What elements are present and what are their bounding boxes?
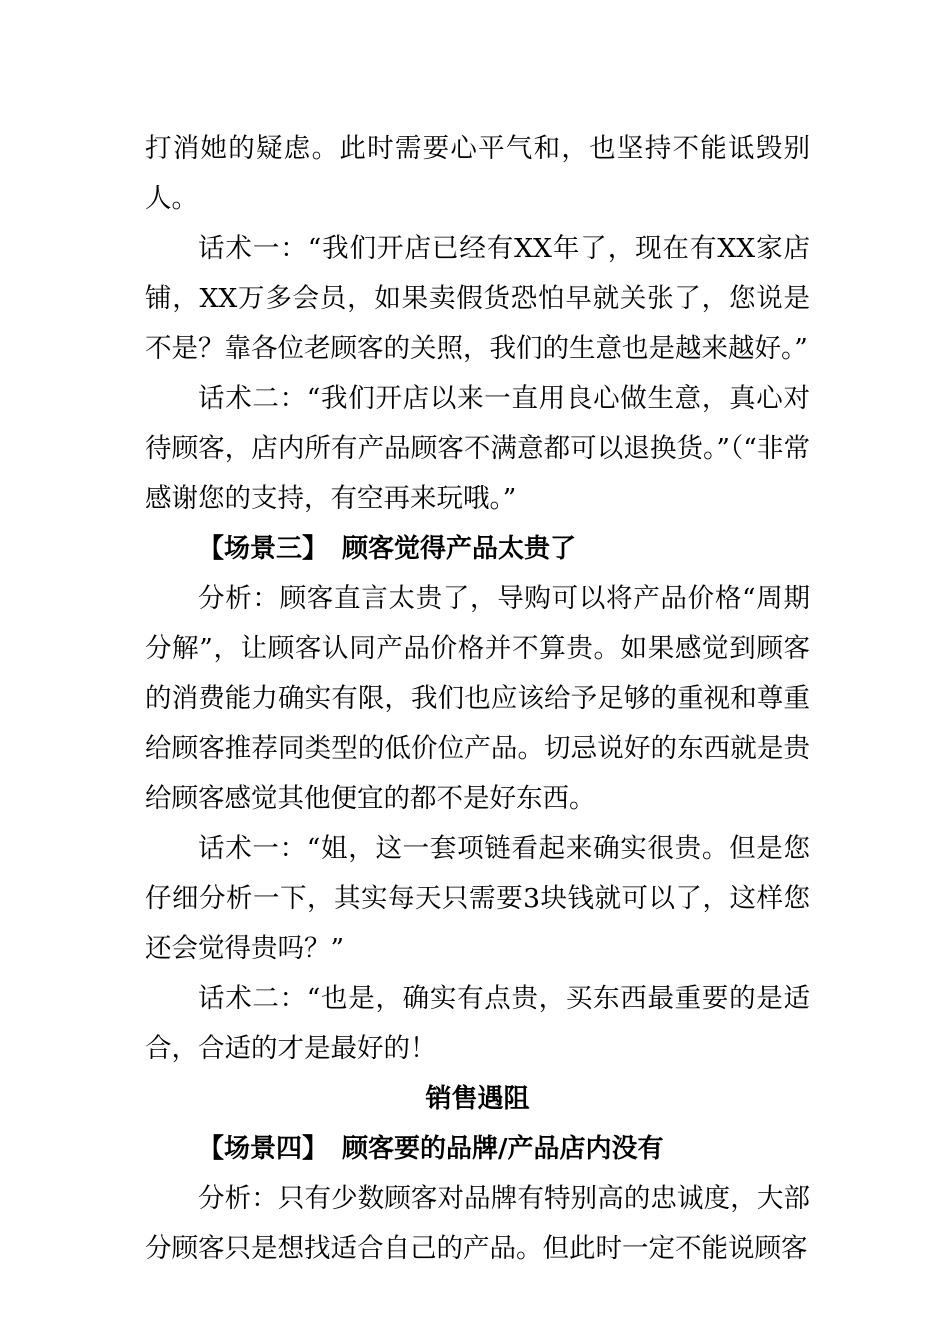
paragraph-script-3a: 话术一：“姐，这一套项链看起来确实很贵。但是您仔细分析一下，其实每天只需要3块钱就可以了，这样您还会觉得贵吗？” [145,833,810,964]
scene-4-tag: 【场景四】 [198,1134,329,1164]
paragraph-script-1: 话术一：“我们开店已经有XX年了，现在有XX家店铺，XX万多会员，如果卖假货恐怕早就关张了，您说是不是？靠各位老顾客的关照，我们的生意也是越来越好。” [145,233,810,364]
paragraph-analysis-3: 分析：顾客直言太贵了，导购可以将产品价格“周期分解”，让顾客认同产品价格并不算贵。如果感觉到顾客的消费能力确实有限，我们也应该给予足够的重视和尊重给顾客推荐同类型的低价位产品。切忌说好的东西就是贵给顾客感觉其他便宜的都不是好东西。 [145,583,810,814]
paragraph-script-3b: 话术二：“也是，确实有点贵，买东西最重要的是适合，合适的才是最好的！ [145,983,810,1064]
document-body [145,124,810,1274]
scene-3-title: 顾客觉得产品太贵了 [342,534,577,564]
scene-3-heading [145,524,810,574]
scene-4-heading [145,1124,810,1174]
section-heading: 销售遇阻 [425,1084,530,1114]
paragraph-script-2: 话术二：“我们开店以来一直用良心做生意，真心对待顾客，店内所有产品顾客不满意都可以退换货。”（“非常感谢您的支持，有空再来玩哦。” [145,383,810,514]
paragraph-analysis-4: 分析：只有少数顾客对品牌有特别高的忠诚度，大部分顾客只是想找适合自己的产品。但此时一定不能说顾客 [145,1183,810,1264]
scene-3-tag: 【场景三】 [198,534,329,564]
paragraph-1: 打消她的疑虑。此时需要心平气和，也坚持不能诋毁别人。 [145,133,810,214]
scene-4-title: 顾客要的品牌/产品店内没有 [342,1134,664,1164]
